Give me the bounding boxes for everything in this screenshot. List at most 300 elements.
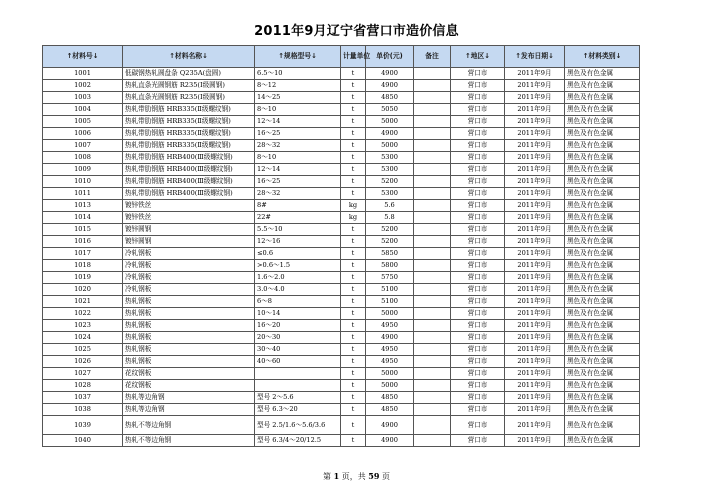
cell-price: 5200 [366, 224, 414, 236]
header-price: 单价(元) [366, 46, 414, 68]
cell-spec: 8# [255, 200, 341, 212]
cell-spec: 3.0～4.0 [255, 284, 341, 296]
cell-category: 黑色及有色金属 [565, 248, 640, 260]
cell-category: 黑色及有色金属 [565, 356, 640, 368]
cell-price: 4850 [366, 92, 414, 104]
cell-unit: t [341, 296, 366, 308]
cell-remark [414, 284, 451, 296]
table-body [43, 68, 640, 447]
cell-publish-date: 2011年9月 [505, 320, 565, 332]
cell-material-no: 1008 [43, 152, 123, 164]
cell-material-no: 1004 [43, 104, 123, 116]
cell-price: 5300 [366, 188, 414, 200]
table-row [43, 164, 640, 176]
cell-spec: 8～10 [255, 152, 341, 164]
footer-page-number: 1 [333, 471, 340, 481]
cell-region: 营口市 [451, 260, 505, 272]
cell-price: 5300 [366, 152, 414, 164]
cell-category: 黑色及有色金属 [565, 176, 640, 188]
cell-region: 营口市 [451, 224, 505, 236]
cell-publish-date: 2011年9月 [505, 164, 565, 176]
cell-spec: 20～30 [255, 332, 341, 344]
cell-publish-date: 2011年9月 [505, 344, 565, 356]
cell-price: 4900 [366, 416, 414, 435]
cell-spec: 型号 6.3/4～20/12.5 [255, 435, 341, 447]
cell-price: 5850 [366, 248, 414, 260]
cell-unit: t [341, 92, 366, 104]
cell-material-no: 1024 [43, 332, 123, 344]
cell-remark [414, 80, 451, 92]
cell-material-no: 1021 [43, 296, 123, 308]
cell-region: 营口市 [451, 104, 505, 116]
cell-spec: 6～8 [255, 296, 341, 308]
cell-material-name: 热轧钢板 [123, 344, 255, 356]
cell-remark [414, 176, 451, 188]
cell-region: 营口市 [451, 128, 505, 140]
cell-publish-date: 2011年9月 [505, 80, 565, 92]
cell-price: 5000 [366, 368, 414, 380]
cell-publish-date: 2011年9月 [505, 308, 565, 320]
cell-remark [414, 392, 451, 404]
cell-unit: t [341, 272, 366, 284]
cell-material-no: 1013 [43, 200, 123, 212]
cell-region: 营口市 [451, 404, 505, 416]
cell-category: 黑色及有色金属 [565, 284, 640, 296]
cell-price: 4850 [366, 392, 414, 404]
table-row [43, 392, 640, 404]
cell-material-name: 热轧直条光圆钢筋 R235(Ⅰ级圆钢) [123, 80, 255, 92]
header-remark: 备注 [414, 46, 451, 68]
table-row [43, 188, 640, 200]
cell-price: 5050 [366, 104, 414, 116]
cell-material-name: 镀锌铁丝 [123, 212, 255, 224]
table-row [43, 68, 640, 80]
cell-material-name: 热轧直条光圆钢筋 R235(Ⅰ级圆钢) [123, 92, 255, 104]
cell-publish-date: 2011年9月 [505, 356, 565, 368]
cell-region: 营口市 [451, 116, 505, 128]
cell-unit: t [341, 104, 366, 116]
header-unit: 计量单位 [341, 46, 366, 68]
document-title: 2011年9月辽宁省营口市造价信息 [254, 24, 459, 39]
cell-remark [414, 416, 451, 435]
cell-material-no: 1020 [43, 284, 123, 296]
cell-publish-date: 2011年9月 [505, 140, 565, 152]
cell-region: 营口市 [451, 200, 505, 212]
cell-material-name: 热轧带肋钢筋 HRB400(Ⅲ级螺纹钢) [123, 164, 255, 176]
table-row [43, 344, 640, 356]
header-publish-date[interactable]: ↑发布日期↓ [505, 46, 565, 68]
cell-material-no: 1039 [43, 416, 123, 435]
cell-region: 营口市 [451, 68, 505, 80]
table-row [43, 284, 640, 296]
cell-material-name: 镀锌圆钢 [123, 236, 255, 248]
cell-material-no: 1019 [43, 272, 123, 284]
cell-category: 黑色及有色金属 [565, 260, 640, 272]
cell-price: 4900 [366, 128, 414, 140]
cell-spec: ≤0.6 [255, 248, 341, 260]
cell-category: 黑色及有色金属 [565, 212, 640, 224]
cell-material-name: 镀锌圆钢 [123, 224, 255, 236]
cell-spec: >0.6～1.5 [255, 260, 341, 272]
cell-price: 5.8 [366, 212, 414, 224]
cell-publish-date: 2011年9月 [505, 104, 565, 116]
cell-price: 5100 [366, 296, 414, 308]
cell-spec: 16～25 [255, 176, 341, 188]
table-header-row [43, 46, 640, 68]
cell-material-name: 热轧钢板 [123, 332, 255, 344]
cell-region: 营口市 [451, 236, 505, 248]
cell-material-name: 冷轧钢板 [123, 260, 255, 272]
cell-publish-date: 2011年9月 [505, 248, 565, 260]
cell-material-name: 花纹钢板 [123, 368, 255, 380]
cell-publish-date: 2011年9月 [505, 92, 565, 104]
cell-price: 5200 [366, 236, 414, 248]
cell-remark [414, 260, 451, 272]
cell-category: 黑色及有色金属 [565, 80, 640, 92]
cell-material-name: 冷轧钢板 [123, 272, 255, 284]
cell-publish-date: 2011年9月 [505, 435, 565, 447]
cell-material-no: 1016 [43, 236, 123, 248]
cell-remark [414, 296, 451, 308]
cell-category: 黑色及有色金属 [565, 392, 640, 404]
header-category[interactable]: ↑材料类别↓ [565, 46, 640, 68]
footer-middle: 页，共 [341, 472, 366, 481]
cell-region: 营口市 [451, 332, 505, 344]
cell-price: 4950 [366, 356, 414, 368]
cell-remark [414, 164, 451, 176]
cell-material-name: 热轧等边角钢 [123, 404, 255, 416]
cell-unit: t [341, 80, 366, 92]
table-row [43, 248, 640, 260]
cell-price: 5100 [366, 284, 414, 296]
cell-publish-date: 2011年9月 [505, 188, 565, 200]
cell-material-name: 热轧带肋钢筋 HRB335(Ⅱ级螺纹钢) [123, 128, 255, 140]
cell-publish-date: 2011年9月 [505, 416, 565, 435]
cell-material-no: 1022 [43, 308, 123, 320]
cell-region: 营口市 [451, 92, 505, 104]
cell-region: 营口市 [451, 248, 505, 260]
cell-unit: t [341, 188, 366, 200]
cell-unit: t [341, 68, 366, 80]
cell-category: 黑色及有色金属 [565, 404, 640, 416]
cell-material-no: 1038 [43, 404, 123, 416]
cell-material-name: 热轧带肋钢筋 HRB400(Ⅲ级螺纹钢) [123, 188, 255, 200]
cell-remark [414, 344, 451, 356]
cell-material-name: 镀锌铁丝 [123, 200, 255, 212]
footer-suffix: 页 [381, 472, 390, 481]
cell-region: 营口市 [451, 368, 505, 380]
cell-publish-date: 2011年9月 [505, 116, 565, 128]
cell-price: 5300 [366, 164, 414, 176]
cell-publish-date: 2011年9月 [505, 404, 565, 416]
cell-spec: 型号 2～5.6 [255, 392, 341, 404]
cell-category: 黑色及有色金属 [565, 68, 640, 80]
cell-spec: 10～14 [255, 308, 341, 320]
cell-publish-date: 2011年9月 [505, 128, 565, 140]
cell-price: 4900 [366, 332, 414, 344]
cell-material-no: 1002 [43, 80, 123, 92]
cell-publish-date: 2011年9月 [505, 284, 565, 296]
cell-remark [414, 236, 451, 248]
table-row [43, 128, 640, 140]
cell-remark [414, 212, 451, 224]
cell-material-no: 1017 [43, 248, 123, 260]
cell-remark [414, 404, 451, 416]
cell-material-name: 热轧钢板 [123, 296, 255, 308]
cell-spec: 28～32 [255, 188, 341, 200]
cell-region: 营口市 [451, 188, 505, 200]
cell-material-no: 1023 [43, 320, 123, 332]
cell-price: 5000 [366, 308, 414, 320]
cell-publish-date: 2011年9月 [505, 68, 565, 80]
cell-publish-date: 2011年9月 [505, 224, 565, 236]
cell-spec: 型号 2.5/1.6～5.6/3.6 [255, 416, 341, 435]
cell-unit: t [341, 320, 366, 332]
cell-material-name: 热轧钢板 [123, 308, 255, 320]
cell-remark [414, 435, 451, 447]
cell-material-no: 1026 [43, 356, 123, 368]
cell-material-name: 热轧不等边角钢 [123, 435, 255, 447]
cell-material-name: 低碳钢热轧圆盘条 Q235A(盘圆) [123, 68, 255, 80]
cell-spec: 16～20 [255, 320, 341, 332]
table-row [43, 116, 640, 128]
cell-price: 4950 [366, 320, 414, 332]
cell-remark [414, 368, 451, 380]
cell-publish-date: 2011年9月 [505, 380, 565, 392]
cell-region: 营口市 [451, 284, 505, 296]
cell-category: 黑色及有色金属 [565, 344, 640, 356]
cell-spec: 6.5～10 [255, 68, 341, 80]
cell-unit: t [341, 128, 366, 140]
cell-material-name: 热轧带肋钢筋 HRB400(Ⅲ级螺纹钢) [123, 152, 255, 164]
cell-spec: 12～14 [255, 116, 341, 128]
cell-unit: t [341, 260, 366, 272]
header-material-name[interactable]: ↑材料名称↓ [123, 46, 255, 68]
cell-region: 营口市 [451, 152, 505, 164]
cell-unit: kg [341, 212, 366, 224]
cell-spec: 1.6～2.0 [255, 272, 341, 284]
cell-remark [414, 188, 451, 200]
cell-material-name: 热轧钢板 [123, 356, 255, 368]
cell-publish-date: 2011年9月 [505, 392, 565, 404]
cell-publish-date: 2011年9月 [505, 212, 565, 224]
cell-category: 黑色及有色金属 [565, 236, 640, 248]
cell-remark [414, 224, 451, 236]
cell-price: 4850 [366, 404, 414, 416]
cell-material-no: 1027 [43, 368, 123, 380]
cell-category: 黑色及有色金属 [565, 320, 640, 332]
cell-material-no: 1028 [43, 380, 123, 392]
cell-spec [255, 380, 341, 392]
cell-category: 黑色及有色金属 [565, 368, 640, 380]
cell-unit: t [341, 224, 366, 236]
cell-region: 营口市 [451, 392, 505, 404]
cell-unit: t [341, 416, 366, 435]
cell-unit: t [341, 164, 366, 176]
cell-region: 营口市 [451, 272, 505, 284]
cell-price: 5750 [366, 272, 414, 284]
cell-category: 黑色及有色金属 [565, 435, 640, 447]
cell-spec: 8～10 [255, 104, 341, 116]
cell-spec [255, 368, 341, 380]
cell-unit: t [341, 380, 366, 392]
cell-material-name: 冷轧钢板 [123, 248, 255, 260]
cell-unit: t [341, 344, 366, 356]
cell-category: 黑色及有色金属 [565, 116, 640, 128]
cell-remark [414, 104, 451, 116]
cell-remark [414, 248, 451, 260]
table-row [43, 380, 640, 392]
cell-spec: 22# [255, 212, 341, 224]
cell-material-name: 热轧等边角钢 [123, 392, 255, 404]
cell-material-no: 1015 [43, 224, 123, 236]
cell-remark [414, 272, 451, 284]
price-table [42, 45, 640, 447]
table-row [43, 92, 640, 104]
table-row [43, 260, 640, 272]
cell-remark [414, 332, 451, 344]
cell-publish-date: 2011年9月 [505, 152, 565, 164]
cell-category: 黑色及有色金属 [565, 188, 640, 200]
cell-price: 5000 [366, 140, 414, 152]
cell-category: 黑色及有色金属 [565, 140, 640, 152]
table-row [43, 200, 640, 212]
cell-region: 营口市 [451, 344, 505, 356]
table-row [43, 272, 640, 284]
table-row [43, 236, 640, 248]
cell-material-no: 1014 [43, 212, 123, 224]
cell-publish-date: 2011年9月 [505, 332, 565, 344]
cell-material-no: 1011 [43, 188, 123, 200]
cell-region: 营口市 [451, 416, 505, 435]
cell-region: 营口市 [451, 296, 505, 308]
cell-material-no: 1007 [43, 140, 123, 152]
cell-material-name: 热轧不等边角钢 [123, 416, 255, 435]
table-row [43, 140, 640, 152]
header-region[interactable]: ↑地区↓ [451, 46, 505, 68]
cell-remark [414, 200, 451, 212]
cell-category: 黑色及有色金属 [565, 224, 640, 236]
cell-material-no: 1005 [43, 116, 123, 128]
cell-publish-date: 2011年9月 [505, 236, 565, 248]
cell-category: 黑色及有色金属 [565, 296, 640, 308]
cell-remark [414, 380, 451, 392]
cell-unit: t [341, 236, 366, 248]
cell-unit: t [341, 435, 366, 447]
cell-unit: t [341, 332, 366, 344]
cell-unit: t [341, 248, 366, 260]
table-row [43, 212, 640, 224]
cell-publish-date: 2011年9月 [505, 296, 565, 308]
cell-remark [414, 308, 451, 320]
table-row [43, 152, 640, 164]
cell-publish-date: 2011年9月 [505, 176, 565, 188]
cell-material-name: 热轧带肋钢筋 HRB335(Ⅱ级螺纹钢) [123, 140, 255, 152]
cell-spec: 30～40 [255, 344, 341, 356]
cell-remark [414, 116, 451, 128]
cell-category: 黑色及有色金属 [565, 308, 640, 320]
cell-region: 营口市 [451, 80, 505, 92]
cell-price: 5000 [366, 116, 414, 128]
cell-region: 营口市 [451, 140, 505, 152]
cell-unit: t [341, 284, 366, 296]
table-row [43, 308, 640, 320]
table-row [43, 332, 640, 344]
cell-material-name: 冷轧钢板 [123, 284, 255, 296]
table-row [43, 296, 640, 308]
cell-material-no: 1025 [43, 344, 123, 356]
cell-price: 4950 [366, 344, 414, 356]
cell-spec: 28～32 [255, 140, 341, 152]
cell-material-no: 1010 [43, 176, 123, 188]
cell-material-no: 1009 [43, 164, 123, 176]
cell-publish-date: 2011年9月 [505, 200, 565, 212]
cell-material-no: 1040 [43, 435, 123, 447]
cell-remark [414, 92, 451, 104]
table-row [43, 176, 640, 188]
cell-price: 5.6 [366, 200, 414, 212]
cell-price: 4900 [366, 435, 414, 447]
cell-category: 黑色及有色金属 [565, 164, 640, 176]
table-row [43, 104, 640, 116]
cell-publish-date: 2011年9月 [505, 368, 565, 380]
cell-material-name: 热轧带肋钢筋 HRB400(Ⅲ级螺纹钢) [123, 176, 255, 188]
cell-spec: 16～25 [255, 128, 341, 140]
cell-remark [414, 68, 451, 80]
cell-spec: 14～25 [255, 92, 341, 104]
table-row [43, 368, 640, 380]
cell-category: 黑色及有色金属 [565, 92, 640, 104]
cell-unit: t [341, 152, 366, 164]
cell-category: 黑色及有色金属 [565, 104, 640, 116]
cell-material-no: 1003 [43, 92, 123, 104]
table-row [43, 404, 640, 416]
cell-category: 黑色及有色金属 [565, 128, 640, 140]
cell-unit: t [341, 176, 366, 188]
cell-category: 黑色及有色金属 [565, 200, 640, 212]
cell-region: 营口市 [451, 308, 505, 320]
cell-spec: 12～16 [255, 236, 341, 248]
page-footer [0, 471, 713, 482]
cell-remark [414, 152, 451, 164]
cell-region: 营口市 [451, 380, 505, 392]
cell-spec: 40～60 [255, 356, 341, 368]
cell-spec: 5.5～10 [255, 224, 341, 236]
cell-unit: t [341, 116, 366, 128]
cell-price: 5200 [366, 176, 414, 188]
footer-prefix: 第 [323, 472, 332, 481]
cell-remark [414, 128, 451, 140]
cell-region: 营口市 [451, 176, 505, 188]
cell-remark [414, 320, 451, 332]
cell-category: 黑色及有色金属 [565, 332, 640, 344]
cell-material-no: 1006 [43, 128, 123, 140]
header-spec[interactable]: ↑规格型号↓ [255, 46, 341, 68]
cell-price: 4900 [366, 68, 414, 80]
cell-region: 营口市 [451, 435, 505, 447]
header-material-no[interactable]: ↑材料号↓ [43, 46, 123, 68]
cell-publish-date: 2011年9月 [505, 260, 565, 272]
table-row [43, 80, 640, 92]
cell-material-name: 花纹钢板 [123, 380, 255, 392]
cell-material-no: 1037 [43, 392, 123, 404]
cell-material-name: 热轧带肋钢筋 HRB335(Ⅱ级螺纹钢) [123, 116, 255, 128]
cell-unit: t [341, 356, 366, 368]
cell-publish-date: 2011年9月 [505, 272, 565, 284]
cell-category: 黑色及有色金属 [565, 272, 640, 284]
cell-unit: t [341, 140, 366, 152]
cell-unit: t [341, 368, 366, 380]
